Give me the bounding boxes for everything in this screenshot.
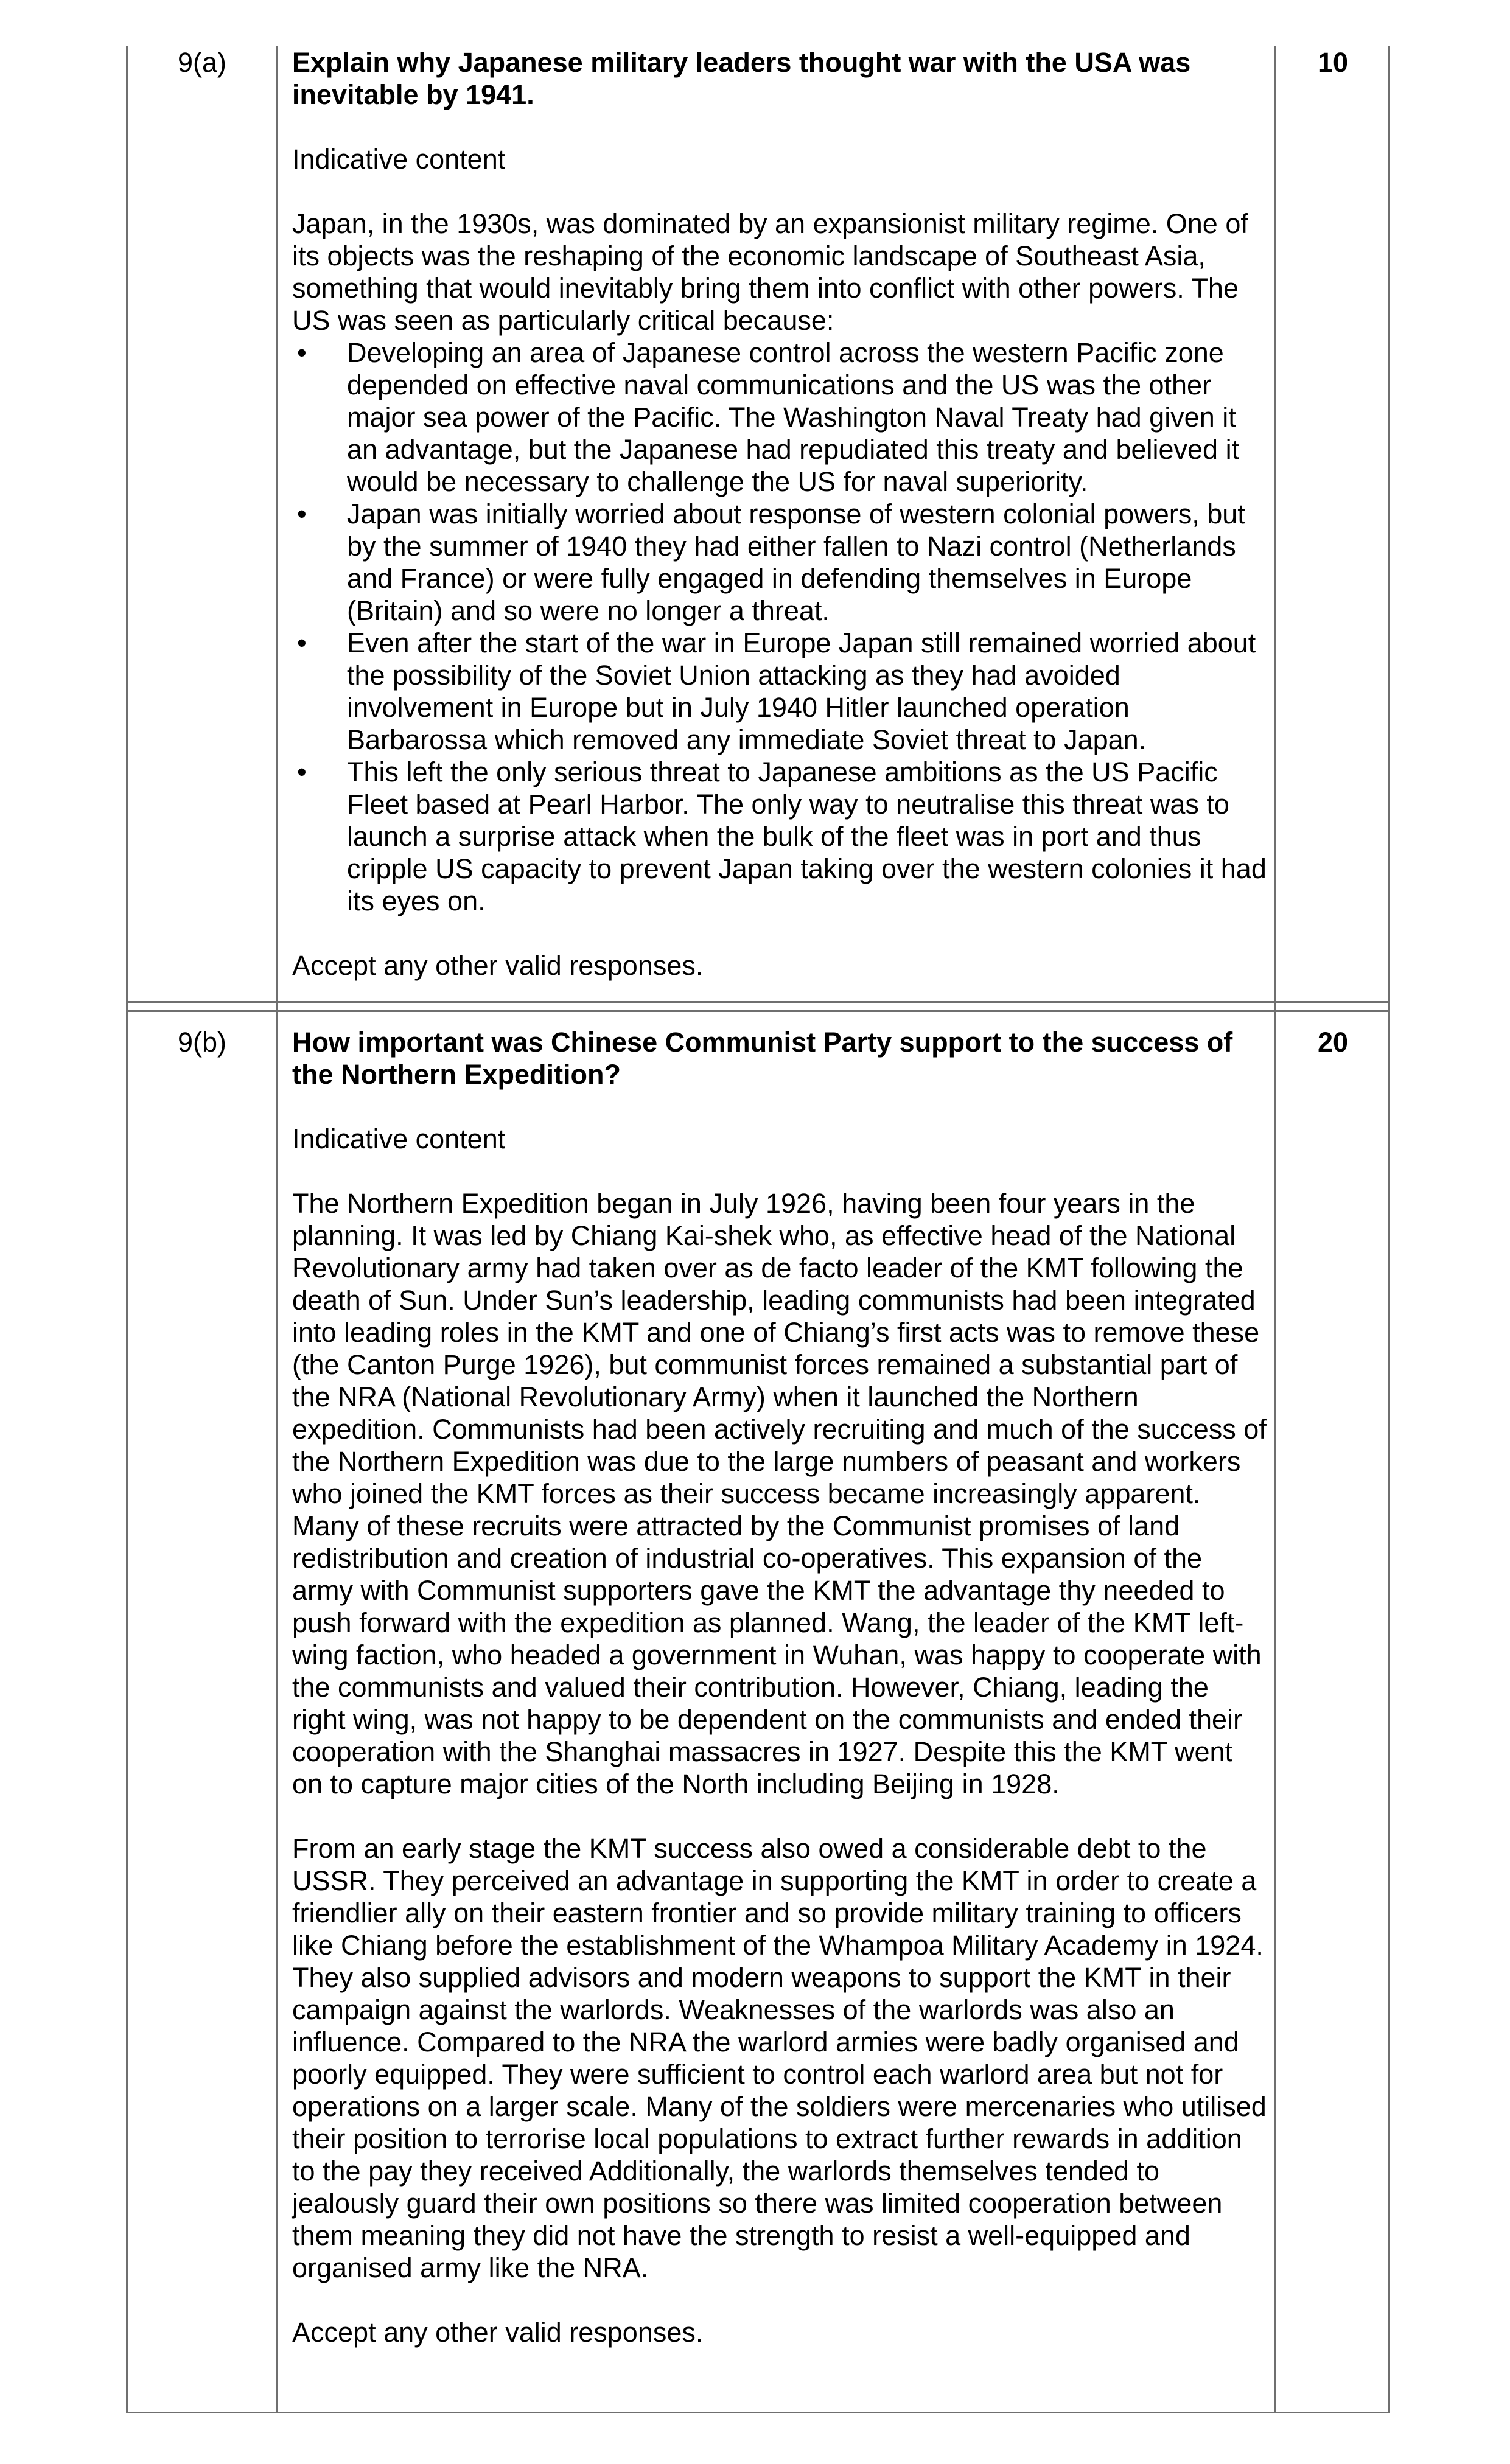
question-marks: 10: [1317, 47, 1349, 78]
list-item-text: Japan was initially worried about response of western colonial powers, but by the summer of 1940 they had either fallen to Nazi control (Netherlands and France) or were fully engaged in defending themselves in Europe (Britain) and so were no longer a threat.: [347, 498, 1245, 626]
row-divider-top: [126, 1001, 1390, 1003]
answer-intro: Japan, in the 1930s, was dominated by an expansionist military regime. One of its objects was the reshaping of the economic landscape of Southeast Asia, something that would inevitably bring them into conflict with other powers. The US was seen as particularly critical because:: [292, 208, 1248, 336]
question-number: 9(a): [177, 47, 227, 78]
answer-content: [292, 1026, 1269, 2348]
table-border-col1: [276, 46, 278, 2413]
list-item-text: Developing an area of Japanese control across the western Pacific zone depended on effective naval communications and the US was the other major sea power of the Pacific. The Washington Naval Treaty had given it an advantage, but the Japanese had repudiated this treaty and believed it would be necessary to challenge the US for naval superiority.: [347, 337, 1240, 497]
table-border-right: [1388, 46, 1390, 2413]
answer-bullet-list: [292, 337, 1269, 917]
table-border-bottom: [126, 2412, 1390, 2413]
bullet-icon: •: [297, 756, 307, 787]
row-divider-bottom: [126, 1010, 1390, 1012]
question-text: How important was Chinese Communist Party support to the success of the Northern Expedition?: [292, 1027, 1233, 1090]
indicative-content-label: Indicative content: [292, 1123, 506, 1154]
table-border-left: [126, 46, 128, 2413]
closing-note: Accept any other valid responses.: [292, 950, 704, 981]
list-item: [292, 498, 1269, 627]
bullet-icon: •: [297, 337, 307, 368]
list-item: [292, 756, 1269, 917]
bullet-icon: •: [297, 627, 307, 658]
question-number: 9(b): [177, 1027, 227, 1058]
closing-note: Accept any other valid responses.: [292, 2317, 704, 2348]
answer-paragraph: From an early stage the KMT success also owed a considerable debt to the USSR. They perceived an advantage in supporting the KMT in order to create a friendlier ally on their eastern frontier and so provide military training to officers like Chiang before the establishment of the Whampoa Military Academy in 1924. They also supplied advisors and modern weapons to support the KMT in their campaign against the warlords. Weaknesses of the warlords was also an influence. Compared to the NRA the warlord armies were badly organised and poorly equipped. They were sufficient to control each warlord area but not for operations on a larger scale. Many of the soldiers were mercenaries who utilised their position to terrorise local populations to extract further rewards in addition to the pay they received Additionally, the warlords themselves tended to jealously guard their own positions so there was limited cooperation between them meaning they did not have the strength to resist a well-equipped and organised army like the NRA.: [292, 1833, 1267, 2283]
list-item: [292, 337, 1269, 498]
answer-paragraph: The Northern Expedition began in July 1926, having been four years in the planning. It was led by Chiang Kai-shek who, as effective head of the National Revolutionary army had taken over as de facto leader of the KMT following the death of Sun. Under Sun’s leadership, leading communists had been integrated into leading roles in the KMT and one of Chiang’s first acts was to remove these (the Canton Purge 1926), but communist forces remained a substantial part of the NRA (National Revolutionary Army) when it launched the Northern expedition. Communists had been actively recruiting and much of the success of the Northern Expedition was due to the large numbers of peasant and workers who joined the KMT forces as their success became increasingly apparent. Many of these recruits were attracted by the Communist promises of land redistribution and creation of industrial co-operatives. This expansion of the army with Communist supporters gave the KMT the advantage thy needed to push forward with the expedition as planned. Wang, the leader of the KMT left-wing faction, who headed a government in Wuhan, was happy to cooperate with the communists and valued their contribution. However, Chiang, leading the right wing, was not happy to be dependent on the communists and ended their cooperation with the Shanghai massacres in 1927. Despite this the KMT went on to capture major cities of the North including Beijing in 1928.: [292, 1188, 1267, 1799]
bullet-icon: •: [297, 498, 307, 529]
list-item-text: Even after the start of the war in Europe Japan still remained worried about the possibility of the Soviet Union attacking as they had avoided involvement in Europe but in July 1940 Hitler launched operation Barbarossa which removed any immediate Soviet threat to Japan.: [347, 627, 1256, 755]
list-item-text: This left the only serious threat to Japanese ambitions as the US Pacific Fleet based at Pearl Harbor. The only way to neutralise this threat was to launch a surprise attack when the bulk of the fleet was in port and thus cripple US capacity to prevent Japan taking over the western colonies it had its eyes on.: [347, 756, 1267, 916]
question-text: Explain why Japanese military leaders thought war with the USA was inevitable by 1941.: [292, 47, 1191, 110]
answer-content: [292, 46, 1269, 982]
table-border-col2: [1274, 46, 1276, 2413]
list-item: [292, 627, 1269, 756]
indicative-content-label: Indicative content: [292, 144, 506, 175]
question-marks: 20: [1317, 1027, 1349, 1058]
